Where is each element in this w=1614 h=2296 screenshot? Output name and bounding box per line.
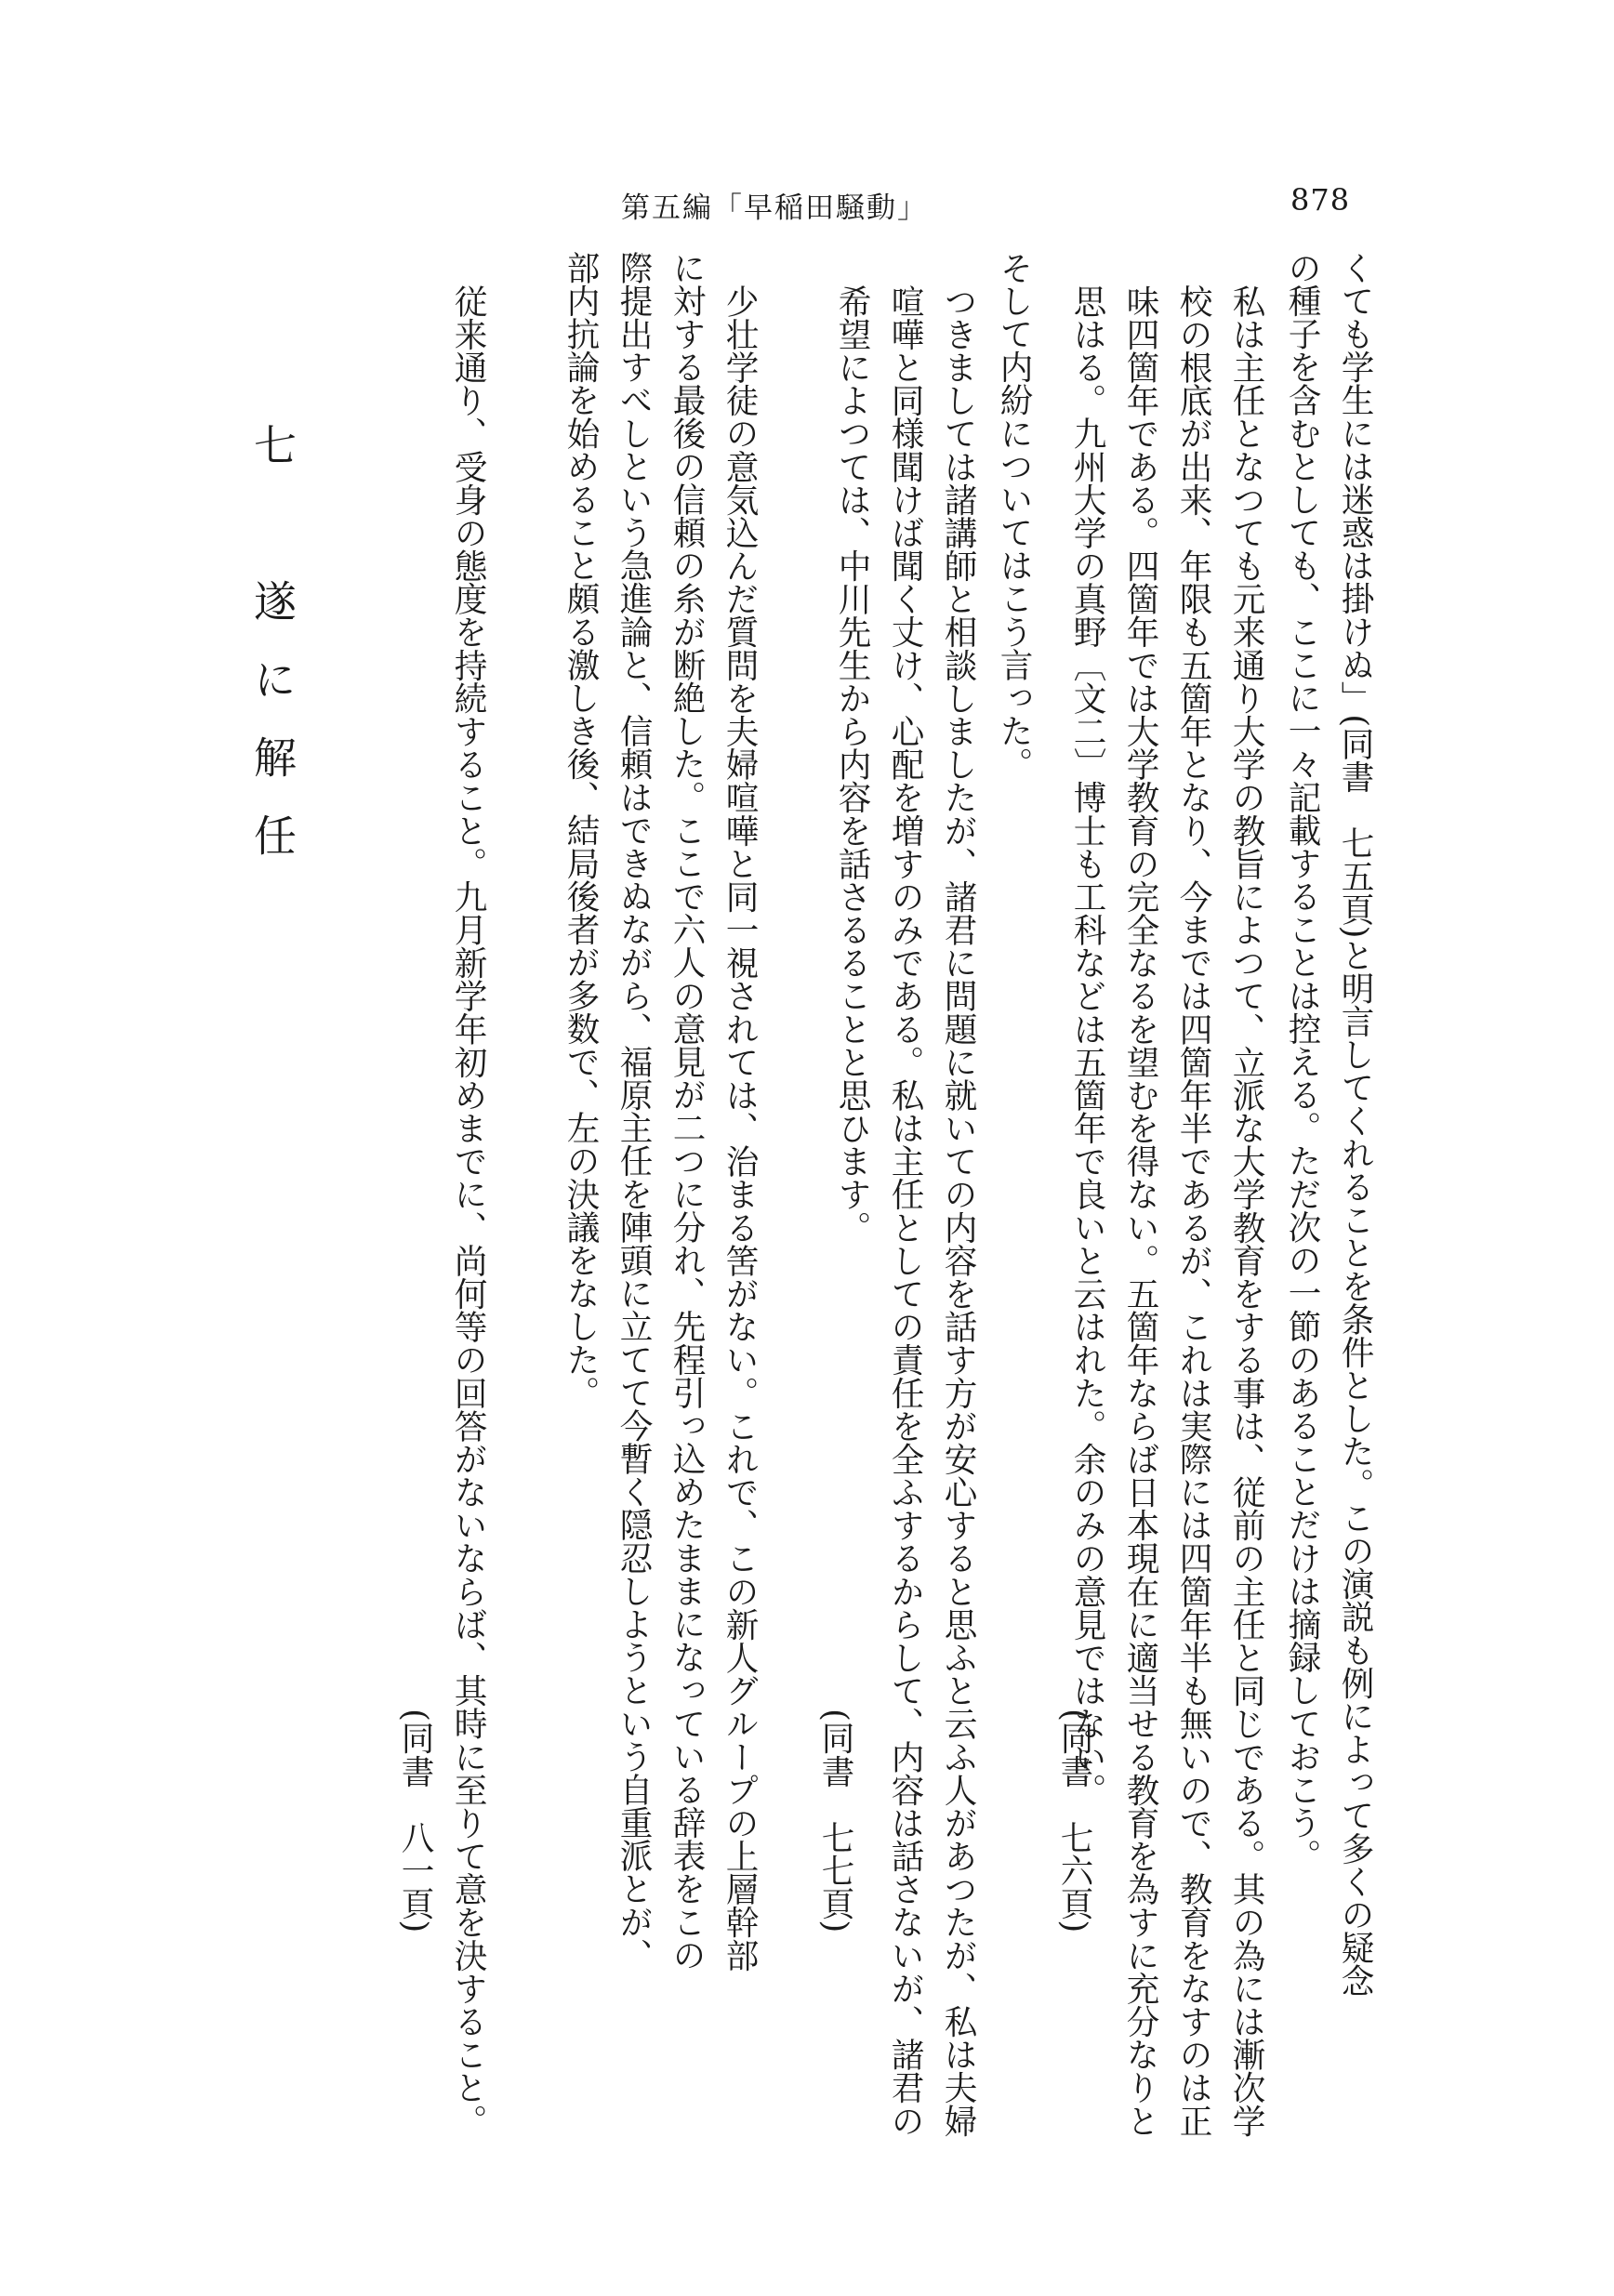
citation-3: (同書 八一頁) — [396, 1709, 434, 1933]
quote-column-6: 喧嘩と同様聞けば聞く丈け、心配を増すのみである。私は主任としての責任を全ふするからして、内容は話さないが、諸君の — [886, 284, 924, 2138]
citation-1: (同書 七六頁) — [1055, 1709, 1093, 1933]
body-column-4: 少壮学徒の意気込んだ質問を夫婦喧嘩と同一視されては、治まる筈がない。これで、この新人グループの上層幹部 — [721, 284, 759, 1973]
citation-2: (同書 七七頁) — [816, 1709, 854, 1933]
quote-column-7: 希望によつては、中川先生から内容を話さるることと思ひます。 — [833, 284, 871, 1245]
body-column-6: 際提出すべしという急進論と、信頼はできぬながら、福原主任を陣頭に立てて今暫く隠忍しようという自重派とが、 — [615, 251, 653, 1972]
page-number: 878 — [1290, 182, 1351, 218]
body-column-3: そして内紛についてはこう言った。 — [995, 251, 1033, 781]
body-column-2: の種子を含むとしても、ここに一々記載することは控える。ただ次の一節のあることだけは摘録しておこう。 — [1283, 251, 1321, 1872]
quote-column-8: 従来通り、受身の態度を持続すること。九月新学年初めまでに、尚何等の回答がないならば、其時に至りて意を決すること。 — [449, 284, 487, 2138]
body-column-5: に対する最後の信頼の糸が断絶した。ここで六人の意見が二つに分れ、先程引っ込めたままになっている辞表をこの — [668, 251, 706, 1972]
body-column-1: くても学生には迷惑は掛けぬ」(同書 七五頁)と明言してくれることを条件とした。この演説も例によって多くの疑念 — [1336, 251, 1374, 1998]
quote-column-2: 校の根底が出来、年限も五箇年となり、今までは四箇年半であるが、これは実際には四箇年半も無いので、教育をなすのは正 — [1174, 284, 1212, 2138]
quote-column-3: 味四箇年である。四箇年では大学教育の完全なるを望むを得ない。五箇年ならば日本現在に適当せる教育を為すに充分なりと — [1121, 284, 1159, 2138]
running-head: 第五編「早稲田騒動」 — [621, 191, 928, 225]
quote-column-4: 思はる。九州大学の真野〔文二〕博士も工科などは五箇年で良いと云はれた。余のみの意見ではない。 — [1068, 284, 1106, 1807]
body-column-7: 部内抗論を始めること頗る激しき後、結局後者が多数で、左の決議をなした。 — [562, 251, 600, 1409]
quote-column-5: つきましては諸講師と相談しましたが、諸君に問題に就いての内容を話す方が安心すると思ふと云ふ人があつたが、私は夫婦 — [939, 284, 977, 2138]
chapter-title: 七 遂に解任 — [247, 423, 298, 891]
quote-column-1: 私は主任となつても元来通り大学の教旨によつて、立派な大学教育をする事は、従前の主任と同じである。其の為には漸次学 — [1227, 284, 1265, 2138]
